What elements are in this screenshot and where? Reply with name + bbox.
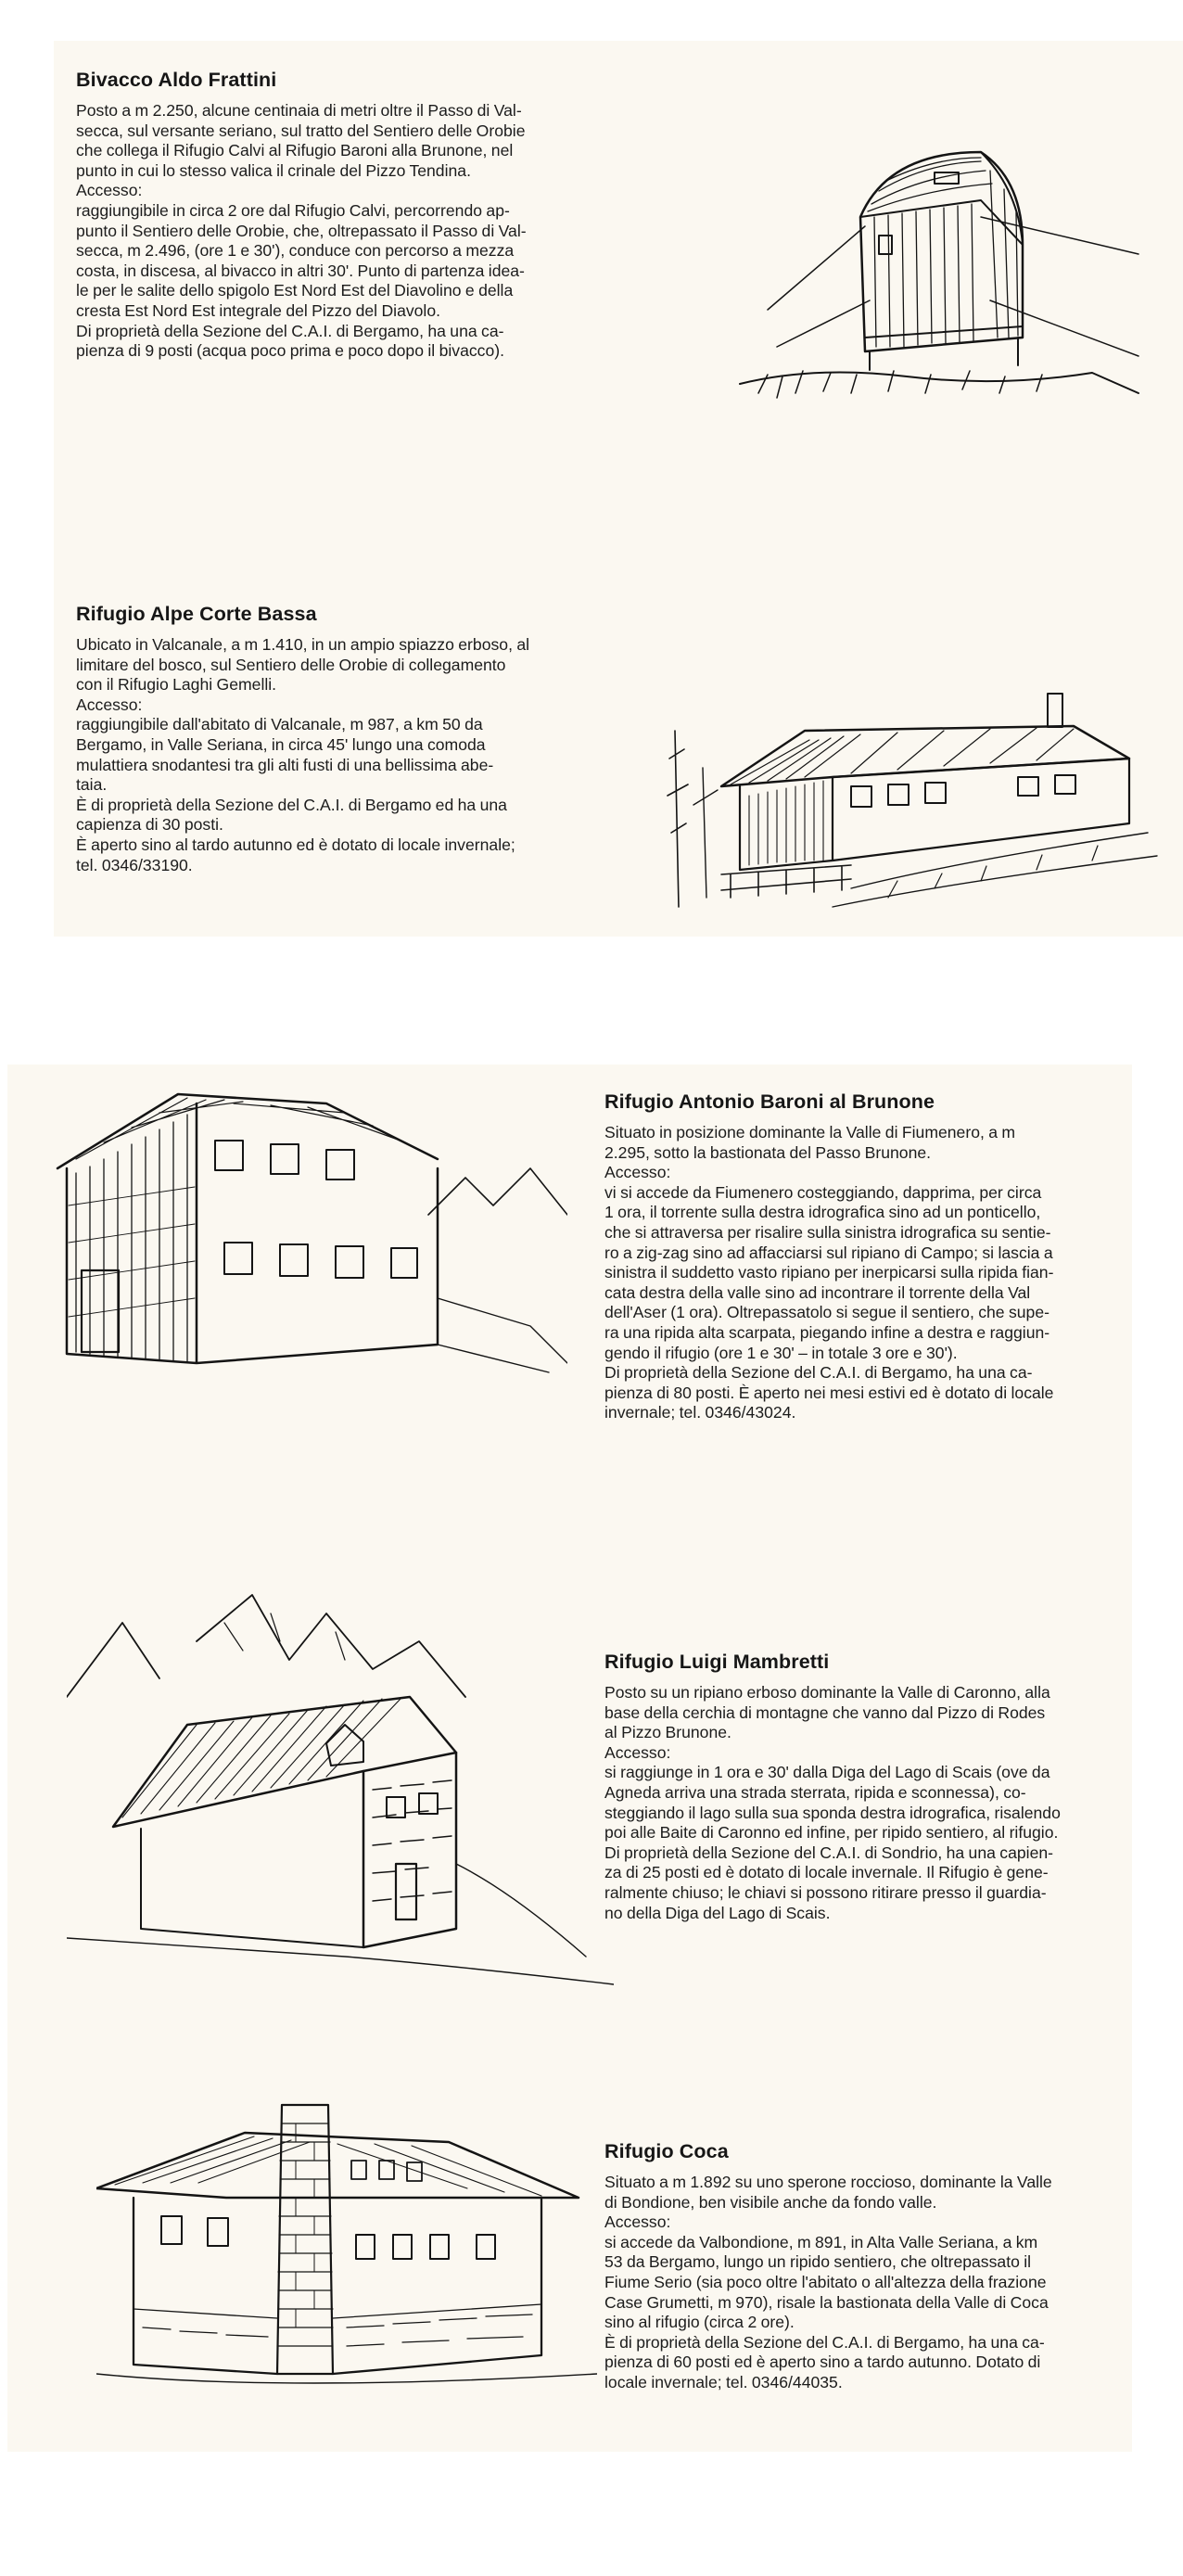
text-line: Bergamo, in Valle Seriana, in circa 45' lungo una comoda xyxy=(76,734,486,754)
text-line: si accede da Valbondione, m 891, in Alta Valle Seriana, a km xyxy=(604,2232,1038,2251)
text-line: È di proprietà della Sezione del C.A.I. di Bergamo, ha una ca- xyxy=(604,2332,1045,2352)
text-line: Ubicato in Valcanale, a m 1.410, in un ampio spiazzo erboso, al xyxy=(76,635,530,654)
text-line: mulattiera snodantesi tra gli alti fusti di una bellissima abe- xyxy=(76,755,494,774)
text-line: za di 25 posti ed è dotato di locale invernale. Il Rifugio è gene- xyxy=(604,1863,1049,1882)
text-line: Accesso: xyxy=(76,181,143,200)
text-line: Accesso: xyxy=(604,1163,671,1182)
text-line: Agneda arriva una strada sterrata, ripida e sconnessa), co- xyxy=(604,1782,1026,1802)
text-line: limitare del bosco, sul Sentiero delle Orobie di collegamento xyxy=(76,655,506,674)
text-line: punto il Sentiero delle Orobie, che, oltrepassato il Passo di Val- xyxy=(76,221,527,240)
text-line: 1 ora, il torrente sulla destra idrografica sino ad un ponticello, xyxy=(604,1203,1041,1222)
entry-baroni-brunone xyxy=(604,1090,1124,1423)
baroni-brunone-sketch-illustration xyxy=(48,1085,567,1391)
text-line: Fiume Serio (sia poco oltre l'abitato o all'altezza della frazione xyxy=(604,2272,1047,2291)
entry-title: Bivacco Aldo Frattini xyxy=(76,69,277,91)
page-1 xyxy=(54,41,1183,937)
text-line: Case Grumetti, m 970), risale la bastionata della Valle di Coca xyxy=(604,2292,1049,2312)
text-line: no della Diga del Lago di Scais. xyxy=(604,1903,831,1922)
text-line: Posto a m 2.250, alcune centinaia di metri oltre il Passo di Val- xyxy=(76,101,522,120)
text-line: punto in cui lo stesso valica il crinale del Pizzo Tendina. xyxy=(76,160,471,180)
text-line: È aperto sino al tardo autunno ed è dotato di locale invernale; xyxy=(76,835,515,854)
text-line: ro a zig-zag sino ad affacciarsi sul ripiano di Campo; si lascia a xyxy=(604,1243,1053,1262)
mambretti-sketch-illustration xyxy=(67,1586,614,1994)
text-line: costa, in discesa, al bivacco in altri 30'. Punto di partenza idea- xyxy=(76,261,525,280)
text-line: raggiungibile dall'abitato di Valcanale, m 987, a km 50 da xyxy=(76,715,483,734)
text-line: 2.295, sotto la bastionata del Passo Brunone. xyxy=(604,1142,932,1162)
coca-sketch-illustration xyxy=(96,2096,597,2402)
text-line: pienza di 60 posti ed è aperto sino a tardo autunno. Dotato di xyxy=(604,2353,1041,2372)
text-line: poi alle Baite di Caronno ed infine, per ripido sentiero, al rifugio. xyxy=(604,1823,1059,1843)
text-line: base della cerchia di montagne che vanno dal Pizzo di Rodes xyxy=(604,1702,1046,1722)
text-line: Di proprietà della Sezione del C.A.I. di Sondrio, ha una capien- xyxy=(604,1843,1054,1862)
text-line: di Bondione, ben visibile anche da fondo valle. xyxy=(604,2192,937,2212)
entry-text xyxy=(76,101,632,362)
text-line: cata destra della valle sino ad incontrare il torrente della Val xyxy=(604,1282,1031,1302)
entry-text xyxy=(604,2173,1124,2393)
text-line: Di proprietà della Sezione del C.A.I. di Bergamo, ha una ca- xyxy=(604,1363,1033,1383)
text-line: Situato in posizione dominante la Valle di Fiumenero, a m xyxy=(604,1123,1016,1141)
text-line: secca, sul versante seriano, sul tratto del Sentiero delle Orobie xyxy=(76,121,526,140)
entry-text xyxy=(76,635,632,875)
text-line: pienza di 80 posti. È aperto nei mesi estivi ed è dotato di locale xyxy=(604,1383,1054,1402)
text-line: le per le salite dello spigolo Est Nord Est del Diavolino e della xyxy=(76,281,514,300)
text-line: Posto su un ripiano erboso dominante la Valle di Caronno, alla xyxy=(604,1683,1050,1702)
text-line: cresta Est Nord Est integrale del Pizzo del Diavolo. xyxy=(76,300,441,320)
corte-bassa-sketch-illustration xyxy=(666,675,1166,916)
text-line: pienza di 9 posti (acqua poco prima e poco dopo il bivacco). xyxy=(76,341,504,361)
text-line: Accesso: xyxy=(604,1742,671,1762)
text-line: Accesso: xyxy=(604,2213,671,2232)
entry-bivacco-frattini xyxy=(76,69,632,362)
page-2 xyxy=(7,1065,1132,2452)
text-line: sino al rifugio (circa 2 ore). xyxy=(604,2313,795,2332)
entry-title: Rifugio Coca xyxy=(604,2140,729,2162)
text-line: vi si accede da Fiumenero costeggiando, dapprima, per circa xyxy=(604,1182,1042,1202)
text-line: al Pizzo Brunone. xyxy=(604,1723,731,1742)
entry-text xyxy=(604,1123,1124,1423)
text-line: Accesso: xyxy=(76,695,143,714)
text-line: capienza di 30 posti. xyxy=(76,815,223,835)
text-line: raggiungibile in circa 2 ore dal Rifugio Calvi, percorrendo ap- xyxy=(76,200,510,220)
text-line: ralmente chiuso; le chiavi si possono ritirare presso il guardia- xyxy=(604,1882,1047,1902)
entry-title: Rifugio Alpe Corte Bassa xyxy=(76,603,317,625)
entry-title: Rifugio Luigi Mambretti xyxy=(604,1651,830,1673)
entry-title: Rifugio Antonio Baroni al Brunone xyxy=(604,1090,935,1113)
text-line: secca, m 2.496, (ore 1 e 30'), conduce con percorso a mezza xyxy=(76,241,515,261)
text-line: locale invernale; tel. 0346/44035. xyxy=(604,2372,843,2391)
text-line: 53 da Bergamo, lungo un ripido sentiero, che oltrepassato il xyxy=(604,2252,1032,2272)
text-line: tel. 0346/33190. xyxy=(76,855,193,874)
text-line: taia. xyxy=(76,775,108,795)
text-line: gendo il rifugio (ore 1 e 30' – in totale 3 ore e 30'). xyxy=(604,1343,958,1362)
text-line: Situato a m 1.892 su uno sperone roccioso, dominante la Valle xyxy=(604,2173,1052,2191)
entry-mambretti xyxy=(604,1651,1124,1923)
text-line: steggiando il lago sulla sua sponda destra idrografica, risalendo xyxy=(604,1803,1061,1822)
bivacco-sketch-illustration xyxy=(703,115,1148,412)
text-line: Di proprietà della Sezione del C.A.I. di Bergamo, ha una ca- xyxy=(76,321,504,340)
entry-coca xyxy=(604,2140,1124,2393)
text-line: che si attraversa per risalire sulla sinistra idrografica su sentie- xyxy=(604,1222,1051,1242)
entry-alpe-corte-bassa xyxy=(76,603,632,875)
text-line: si raggiunge in 1 ora e 30' dalla Diga del Lago di Scais (ove da xyxy=(604,1763,1050,1782)
text-line: con il Rifugio Laghi Gemelli. xyxy=(76,675,277,695)
text-line: È di proprietà della Sezione del C.A.I. di Bergamo ed ha una xyxy=(76,795,507,814)
text-line: che collega il Rifugio Calvi al Rifugio Baroni alla Brunone, nel xyxy=(76,141,514,160)
text-line: ra una ripida alta scarpata, piegando infine a destra e raggiun- xyxy=(604,1322,1050,1342)
entry-text xyxy=(604,1683,1124,1923)
text-line: invernale; tel. 0346/43024. xyxy=(604,1403,796,1422)
text-line: dell'Aser (1 ora). Oltrepassatolo si segue il sentiero, che supe- xyxy=(604,1303,1049,1322)
text-line: sinistra il suddetto vasto ripiano per inerpicarsi sulla ripida fian- xyxy=(604,1263,1054,1282)
